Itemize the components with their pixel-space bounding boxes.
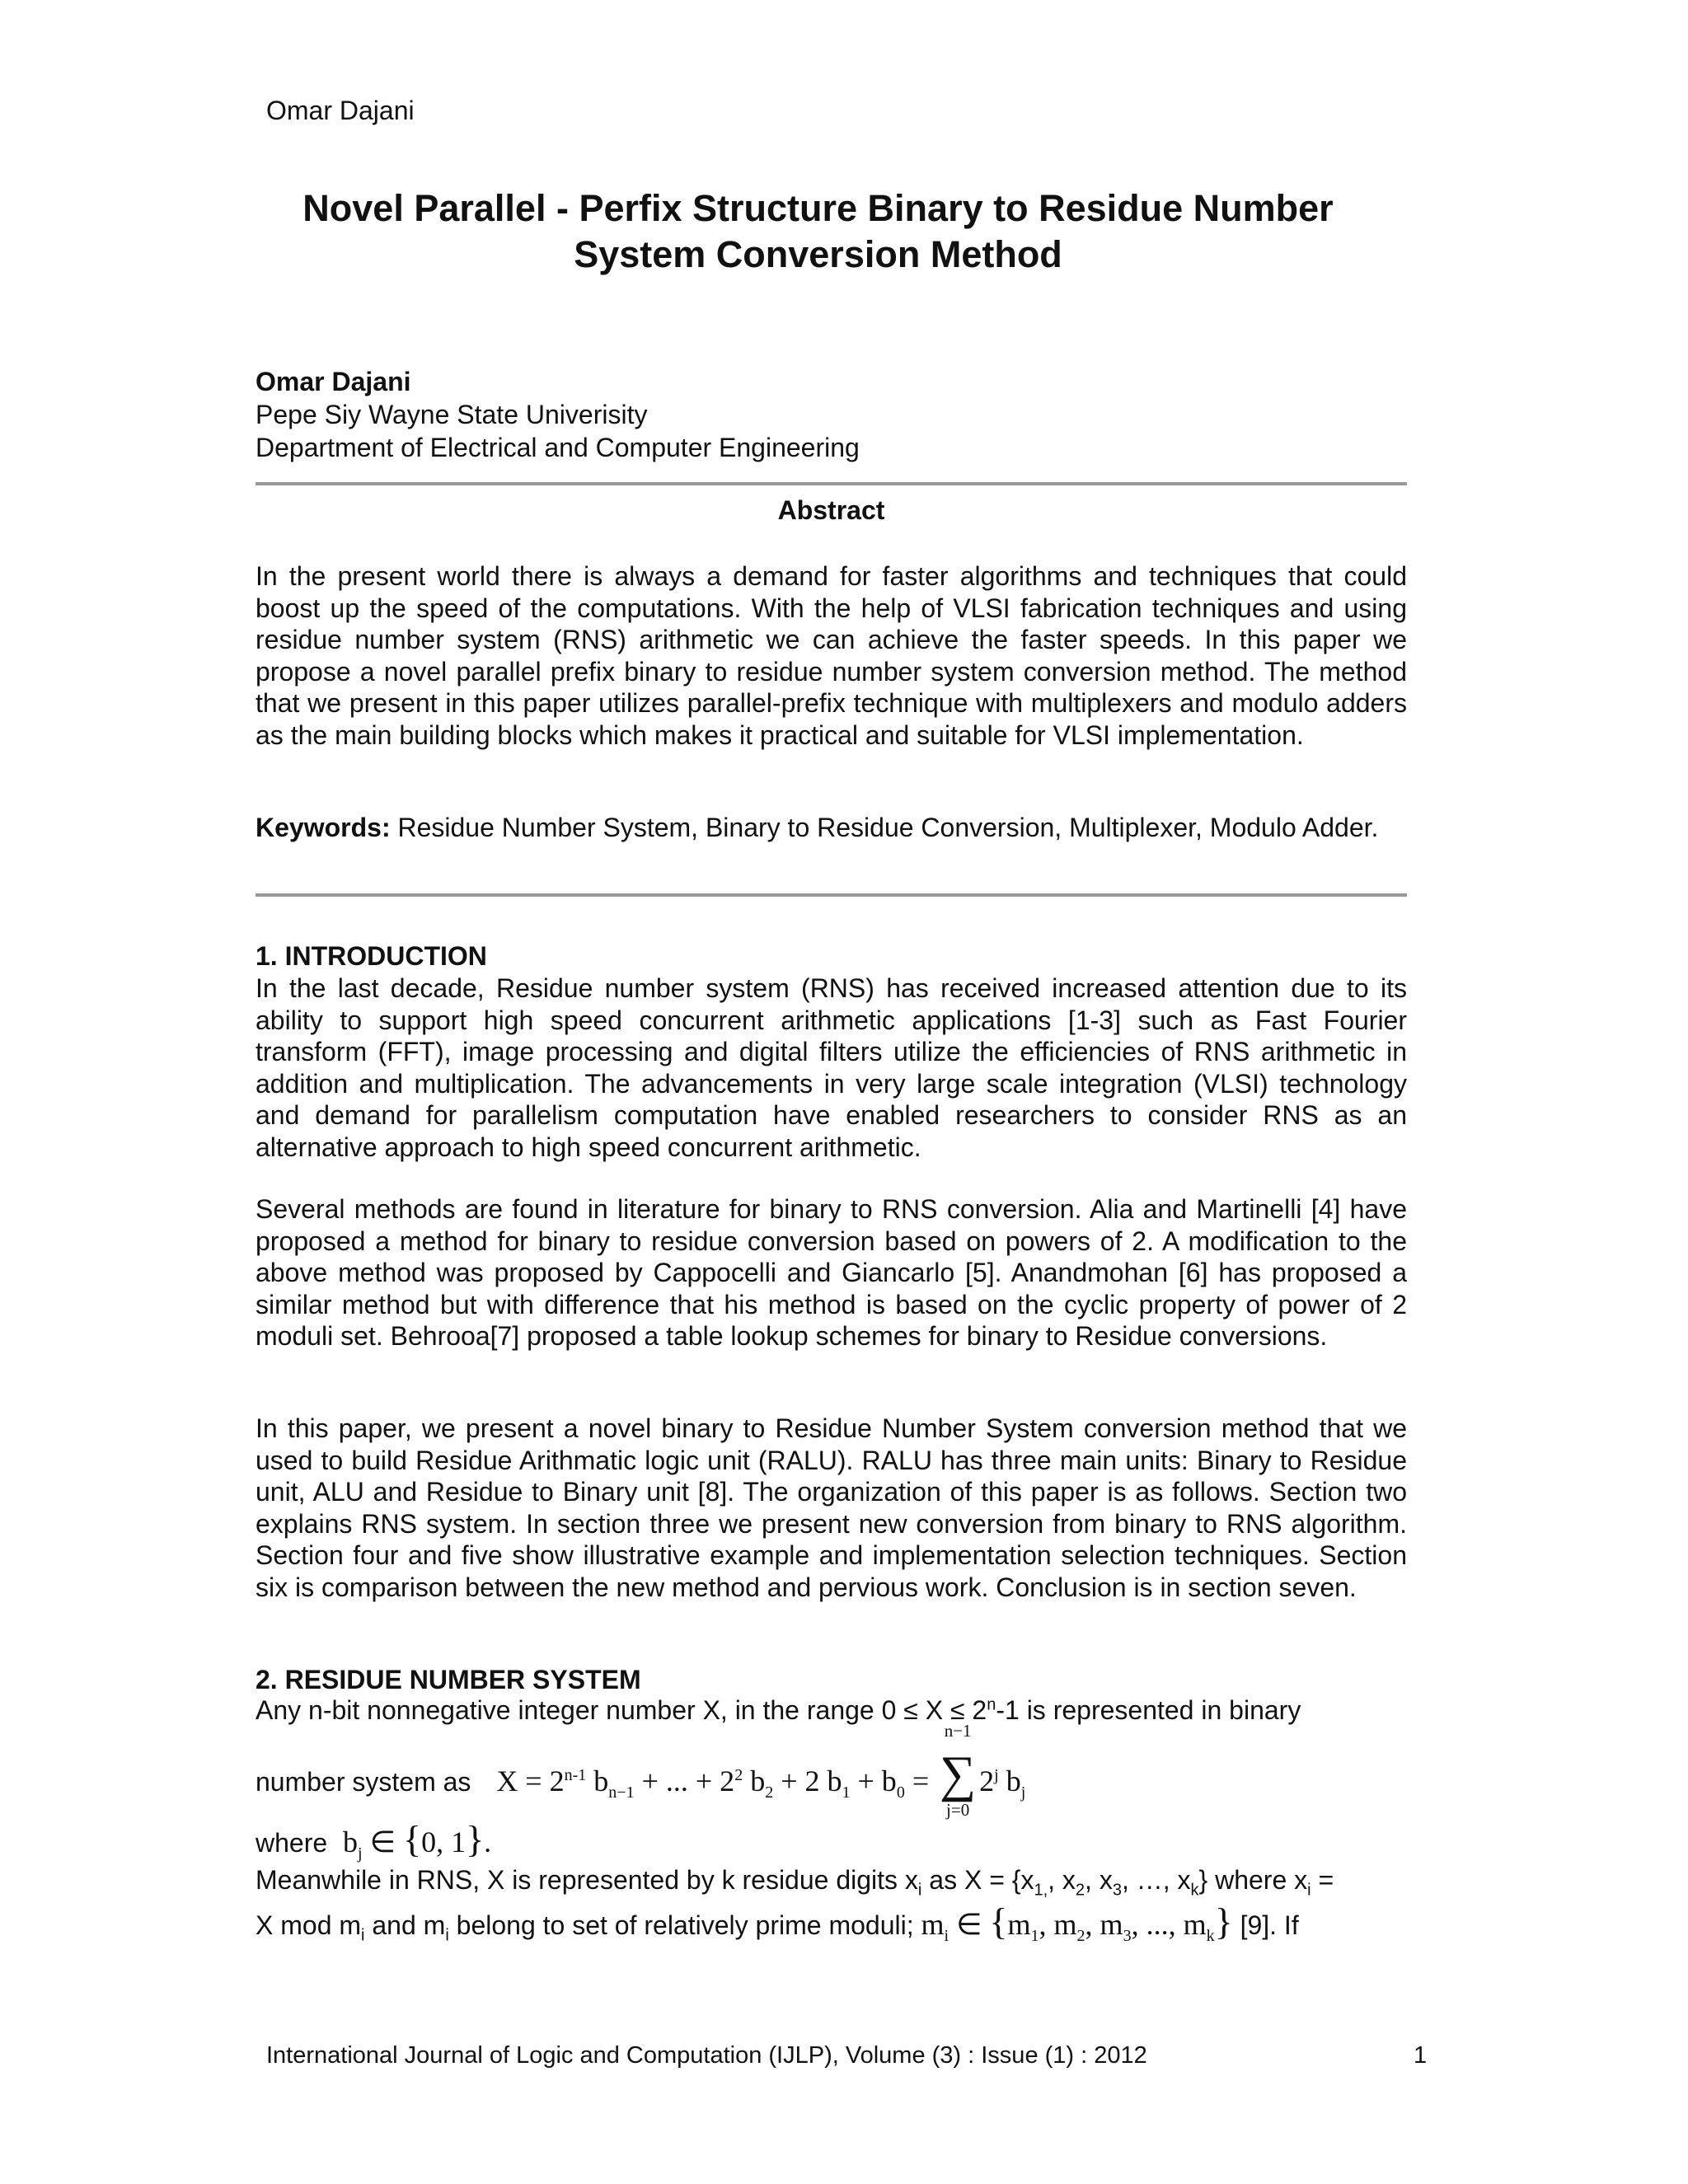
author-department: Department of Electrical and Computer Engineering	[256, 433, 860, 462]
rule-top	[256, 482, 1407, 485]
section-2-heading: 2. RESIDUE NUMBER SYSTEM	[256, 1665, 641, 1694]
author-name: Omar Dajani	[256, 367, 411, 396]
section-1-paragraph-3: In this paper, we present a novel binary to Residue Number System conversion method that we used to build Residue Arithmatic logic unit (RALU). RALU has three main units: Binary to Residue unit, ALU and Residue to Binary unit [8]. The organization of this paper is as follows. Section two explains RNS system. In section three we present new conversion from binary to RNS algorithm. Section four and five show illustrative example and implementation selection techniques. Section six is comparison between the new method and pervious work. Conclusion is in section seven.	[256, 1413, 1407, 1602]
binary-equation-label: number system as	[256, 1767, 471, 1797]
where-line: where $b_j$ ∈ {0, 1}.	[256, 1818, 492, 1863]
section-1-heading: 1. INTRODUCTION	[256, 941, 487, 971]
abstract-text: In the present world there is always a demand for faster algorithms and techniques that could boost up the speed of the computations. With the help of VLSI fabrication techniques and using residue number system (RNS) arithmetic we can achieve the faster speeds. In this paper we propose a novel parallel prefix binary to residue number system conversion method. The method that we present in this paper utilizes parallel-prefix technique with multiplexers and modulo adders as the main building blocks which makes it practical and suitable for VLSI implementation.	[256, 561, 1407, 750]
author-block	[256, 365, 860, 464]
summation-sigma: n−1 ∑ j=0	[940, 1721, 977, 1820]
keywords-text: Residue Number System, Binary to Residue Conversion, Multiplexer, Modulo Adder.	[397, 813, 1379, 842]
moduli-line: X mod $m_i$ and $m_i$ belong to set of relatively prime moduli; $m_i$ ∈ {$m_1$, $m_2$, $m_3$, ..., $m_k$} [9]. If	[256, 1900, 1299, 1946]
footer-journal: International Journal of Logic and Computation (IJLP), Volume (3) : Issue (1) : 2012	[266, 2042, 1147, 2069]
author-affiliation: Pepe Siy Wayne State Univerisity	[256, 400, 648, 429]
abstract-heading: Abstract	[777, 495, 885, 525]
keywords	[256, 812, 1407, 844]
paper-title-line-1: Novel Parallel - Perfix Structure Binary to Residue Number	[302, 187, 1334, 229]
binary-equation: $X = 2^{n-1}$ $b_{n-1}$ + ... + $2^2$ $b_2 + 2$ $b_1 + b_0$ = n−1 ∑ j=0 2$^j$ $b_j$	[496, 1721, 1026, 1820]
range-line: Any n-bit nonnegative integer number X, in the range $0 \le X \le 2^n-1$ is represented in binary	[256, 1695, 1301, 1725]
section-1-paragraph-1: In the last decade, Residue number system (RNS) has received increased attention due to its ability to support high speed concurrent arithmetic applications [1-3] such as Fast Fourier transform (FFT), image processing and digital filters utilize the efficiencies of RNS arithmetic in addition and multiplication. The advancements in very large scale integration (VLSI) technology and demand for parallelism computation have enabled researchers to consider RNS as an alternative approach to high speed concurrent arithmetic.	[256, 973, 1407, 1162]
paper-title	[231, 185, 1405, 278]
paper-title-line-2: System Conversion Method	[574, 233, 1062, 275]
keywords-label: Keywords:	[256, 813, 391, 842]
moduli-set-expression: $m_i$ ∈ {$m_1$, $m_2$, $m_3$, ..., $m_k$}	[921, 1900, 1233, 1946]
rns-definition-line: Meanwhile in RNS, X is represented by k residue digits $x_i$ as $X = \{x_{1,}$, $x_2$, $x_3$, …, $x_k$} where $x_i$ =	[256, 1865, 1334, 1900]
section-1-paragraph-2: Several methods are found in literature for binary to RNS conversion. Alia and Martinelli [4] have proposed a method for binary to residue conversion based on powers of 2. A modification to the above method was proposed by Cappocelli and Giancarlo [5]. Anandmohan [6] has proposed a similar method but with difference that his method is based on the cyclic property of power of 2 moduli set. Behrooa[7] proposed a table lookup schemes for binary to Residue conversions.	[256, 1194, 1407, 1351]
page-number: 1	[1414, 2042, 1428, 2069]
rule-bottom	[256, 893, 1407, 897]
bit-set-expression: $b_j$ ∈ {0, 1}.	[343, 1818, 492, 1863]
running-header-author: Omar Dajani	[266, 96, 415, 125]
binary-equation-line	[256, 1721, 1026, 1820]
